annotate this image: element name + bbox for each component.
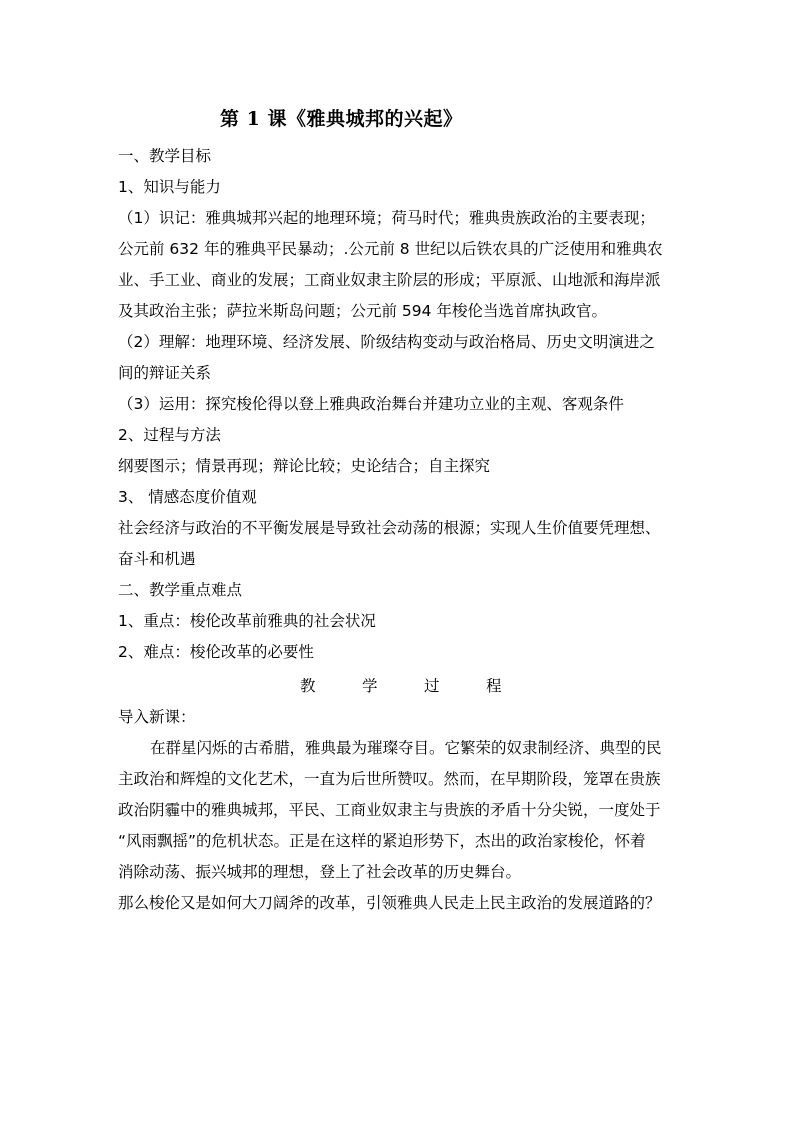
body-line: 奋斗和机遇 — [118, 550, 196, 568]
lesson-title: 第 1 课《雅典城邦的兴起》 — [220, 108, 463, 130]
body-line: （1）识记：雅典城邦兴起的地理环境；荷马时代；雅典贵族政治的主要表现； — [118, 209, 655, 227]
body-line: 2、难点：梭伦改革的必要性 — [118, 643, 314, 661]
section-heading-keypoints: 二、教学重点难点 — [118, 581, 243, 599]
intro-line: 政治阴霾中的雅典城邦，平民、工商业奴隶主与贵族的矛盾十分尖锐，一度处于 — [118, 801, 661, 819]
intro-label: 导入新课： — [118, 708, 196, 726]
closing-question: 那么梭伦又是如何大刀阔斧的改革，引领雅典人民走上民主政治的发展道路的？ — [118, 894, 661, 912]
heading-char: 程 — [486, 677, 502, 695]
intro-line: 消除动荡、振兴城邦的理想，登上了社会改革的历史舞台。 — [118, 863, 522, 881]
section-heading-objectives: 一、教学目标 — [118, 147, 212, 165]
heading-char: 学 — [362, 677, 378, 695]
body-line: （3）运用：探究梭伦得以登上雅典政治舞台并建功立业的主观、客观条件 — [118, 395, 624, 413]
body-line: 1、重点：梭伦改革前雅典的社会状况 — [118, 612, 376, 630]
body-line: 及其政治主张；萨拉米斯岛问题；公元前 594 年梭伦当选首席执政官。 — [118, 302, 607, 320]
body-line: 纲要图示；情景再现；辩论比较；史论结合；自主探究 — [118, 457, 491, 475]
heading-char: 教 — [300, 677, 316, 695]
body-line: 业、手工业、商业的发展；工商业奴隶主阶层的形成；平原派、山地派和海岸派 — [118, 271, 661, 289]
intro-line: 主政治和辉煌的文化艺术，一直为后世所赞叹。然而，在早期阶段，笼罩在贵族 — [118, 770, 661, 788]
teaching-process-heading — [300, 674, 500, 696]
body-line: 间的辩证关系 — [118, 364, 212, 382]
subheading-knowledge: 1、知识与能力 — [118, 178, 221, 196]
heading-char: 过 — [424, 677, 440, 695]
body-line: 社会经济与政治的不平衡发展是导致社会动荡的根源；实现人生价值要凭理想、 — [118, 519, 661, 537]
intro-line: “风雨飘摇”的危机状态。正是在这样的紧迫形势下，杰出的政治家梭伦，怀着 — [118, 832, 646, 850]
intro-line: 在群星闪烁的古希腊，雅典最为璀璨夺目。它繁荣的奴隶制经济、典型的民 — [150, 739, 662, 757]
subheading-values: 3、 情感态度价值观 — [118, 488, 257, 506]
body-line: （2）理解：地理环境、经济发展、阶级结构变动与政治格局、历史文明演进之 — [118, 333, 655, 351]
body-line: 公元前 632 年的雅典平民暴动；.公元前 8 世纪以后铁农具的广泛使用和雅典农 — [118, 240, 663, 258]
subheading-process: 2、过程与方法 — [118, 426, 221, 444]
